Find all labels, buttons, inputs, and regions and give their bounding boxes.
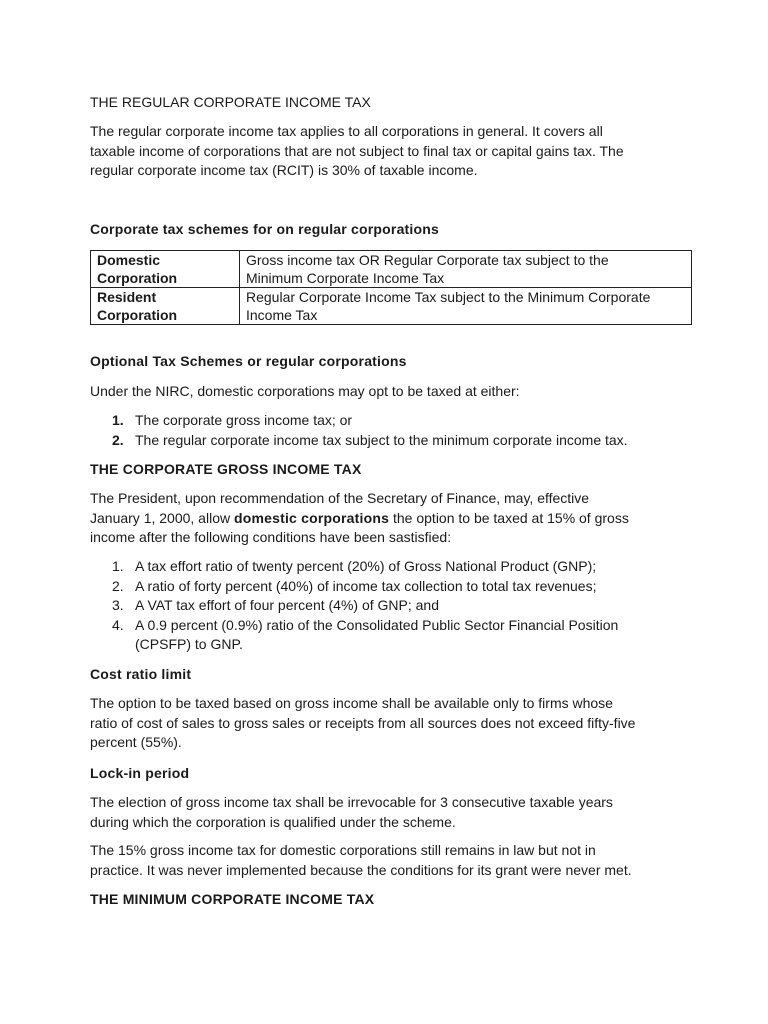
conditions-list: [90, 557, 618, 655]
list-item-text: A VAT tax effort of four percent (4%) of GNP; and: [135, 597, 440, 613]
lock-in-heading: Lock-in period: [90, 765, 190, 781]
gross-tax-paragraph: [90, 489, 690, 548]
text-line: percent (55%).: [90, 734, 182, 750]
text-line: The regular corporate income tax applies to all corporations in general. It covers all: [90, 123, 603, 139]
text-line: The 15% gross income tax for domestic corporations still remains in law but not in: [90, 842, 596, 858]
list-item-text: (CPSFP) to GNP.: [135, 636, 243, 652]
emphasis-text: domestic corporations: [233, 509, 390, 526]
text-line: income after the following conditions have been sastisfied:: [90, 529, 452, 545]
list-item: [90, 411, 628, 431]
corporation-type-cell: [91, 288, 240, 325]
cost-ratio-heading: Cost ratio limit: [90, 666, 192, 682]
gross-tax-heading: THE CORPORATE GROSS INCOME TAX: [90, 461, 362, 477]
text-line: practice. It was never implemented because the conditions for its grant were never met.: [90, 861, 632, 878]
corporation-type-cell: [91, 251, 240, 288]
table-row: [91, 288, 692, 325]
table-row: [91, 251, 692, 288]
text-line: Resident: [97, 289, 157, 305]
list-item: [90, 431, 628, 451]
text-line: Corporation: [97, 270, 178, 286]
schemes-table: [90, 250, 692, 325]
text-line: regular corporate income tax (RCIT) is 30% of taxable income.: [90, 162, 478, 178]
list-item: [90, 616, 618, 655]
list-number: 2.: [112, 577, 124, 594]
list-item: [90, 596, 618, 616]
cost-ratio-paragraph: [90, 694, 690, 753]
text-line: The election of gross income tax shall be irrevocable for 3 consecutive taxable years: [90, 794, 613, 810]
scheme-description-cell: [240, 288, 692, 325]
text-line: [90, 509, 690, 529]
list-item-text: A ratio of forty percent (40%) of income tax collection to total tax revenues;: [135, 577, 597, 594]
list-item: [90, 557, 618, 577]
text-line: taxable income of corporations that are not subject to final tax or capital gains tax. The: [90, 142, 624, 159]
intro-paragraph: [90, 122, 690, 181]
list-number: 1.: [112, 412, 124, 428]
list-item: [90, 577, 618, 597]
optional-list: [90, 411, 628, 450]
lock-in-paragraph: [90, 793, 690, 832]
schemes-heading: Corporate tax schemes for on regular corporations: [90, 221, 439, 237]
text-line: Gross income tax OR Regular Corporate tax subject to the: [246, 252, 609, 268]
scheme-description-cell: [240, 251, 692, 288]
text-line: Domestic: [97, 252, 161, 268]
text-line: The President, upon recommendation of the Secretary of Finance, may, effective: [90, 490, 590, 506]
list-number: 3.: [112, 597, 124, 613]
minimum-tax-heading: THE MINIMUM CORPORATE INCOME TAX: [90, 891, 375, 907]
optional-heading: Optional Tax Schemes or regular corporations: [90, 353, 407, 369]
list-number: 4.: [112, 616, 124, 633]
practice-paragraph: [90, 841, 690, 880]
list-item-text: A tax effort ratio of twenty percent (20%) of Gross National Product (GNP);: [135, 558, 597, 574]
document-title: THE REGULAR CORPORATE INCOME TAX: [90, 94, 371, 110]
text-segment: January 1, 2000, allow: [90, 509, 234, 526]
text-line: Corporation: [97, 307, 178, 323]
text-segment: the option to be taxed at 15% of gross: [389, 509, 629, 526]
text-line: Income Tax: [246, 307, 318, 323]
text-line: during which the corporation is qualified under the scheme.: [90, 813, 456, 830]
optional-intro: Under the NIRC, domestic corporations may opt to be taxed at either:: [90, 383, 520, 399]
list-item-text: The regular corporate income tax subject to the minimum corporate income tax.: [135, 431, 628, 448]
text-line: The option to be taxed based on gross income shall be available only to firms whose: [90, 695, 613, 711]
list-number: 2.: [112, 431, 124, 448]
list-item-text: A 0.9 percent (0.9%) ratio of the Consolidated Public Sector Financial Position: [135, 616, 619, 633]
text-line: ratio of cost of sales to gross sales or receipts from all sources does not exceed fifty-five: [90, 714, 636, 731]
text-line: Minimum Corporate Income Tax: [246, 270, 445, 286]
list-number: 1.: [112, 558, 124, 574]
text-line: Regular Corporate Income Tax subject to the Minimum Corporate: [246, 289, 651, 305]
list-item-text: The corporate gross income tax; or: [135, 412, 353, 428]
